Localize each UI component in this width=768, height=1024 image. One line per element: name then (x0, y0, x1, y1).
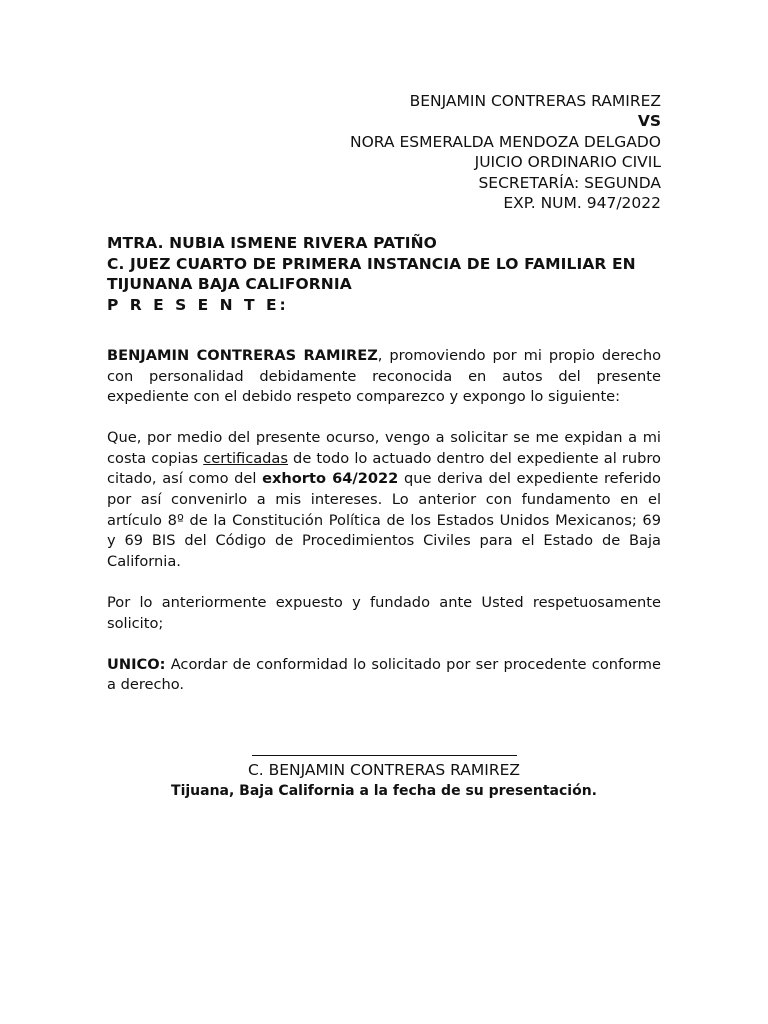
unico-text: Acordar de conformidad lo solicitado por ser procedente conforme a derecho. (107, 655, 661, 694)
plaintiff-name: BENJAMIN CONTRERAS RAMIREZ (409, 92, 661, 110)
intro-text: , promoviendo por mi propio derecho con personalidad debidamente reconocida en autos del presente expediente con el debido respeto comparezco y expongo lo siguiente: (107, 347, 661, 406)
signature-line (252, 738, 517, 756)
trial-type: JUICIO ORDINARIO CIVIL (474, 153, 661, 172)
addressee-title-line1: C. JUEZ CUARTO DE PRIMERA INSTANCIA DE LO FAMILIAR EN (107, 254, 636, 273)
signature-block (100, 738, 668, 801)
exhorto-reference: exhorto 64/2022 (262, 470, 399, 488)
versus-label: VS (637, 112, 661, 131)
request-text-b: de todo lo actuado dentro del expediente al rubro citado, así como del (107, 449, 661, 488)
certificadas-word: certificadas (203, 449, 288, 467)
closing-paragraph: Por lo anteriormente expuesto y fundado ante Usted respetuosamente solicito; (107, 593, 661, 632)
request-text-c: que deriva del expediente referido por así convenirlo a mis intereses. Lo anterior con fundamento en el artículo 8º de la Constitución Política de los Estados Unidos Mexicanos; 69 y 69 BIS del Código de Procedimientos Civiles para el Estado de Baja California. (107, 470, 661, 570)
addressee-title-line2: TIJUNANA BAJA CALIFORNIA (107, 275, 352, 293)
unico-paragraph (107, 655, 661, 696)
case-caption (300, 91, 661, 213)
place-date-line: Tijuana, Baja California a la fecha de su presentación. (171, 783, 597, 799)
letter-body (107, 346, 661, 716)
signatory-name: C. BENJAMIN CONTRERAS RAMIREZ (247, 761, 521, 779)
request-paragraph (107, 428, 661, 572)
intro-paragraph (107, 346, 661, 408)
addressee-name: MTRA. NUBIA ISMENE RIVERA PATIÑO (107, 234, 437, 252)
addressee-block (107, 233, 667, 315)
defendant-name: NORA ESMERALDA MENDOZA DELGADO (350, 132, 661, 151)
presente-label: P R E S E N T E: (107, 295, 289, 314)
secretaria-label: SECRETARÍA: SEGUNDA (478, 173, 661, 192)
expediente-number: EXP. NUM. 947/2022 (503, 194, 661, 213)
petitioner-name: BENJAMIN CONTRERAS RAMIREZ (107, 347, 378, 364)
request-text-a: Que, por medio del presente ocurso, vengo a solicitar se me expidan a mi costa copias (107, 429, 661, 467)
unico-label: UNICO: (107, 655, 166, 673)
